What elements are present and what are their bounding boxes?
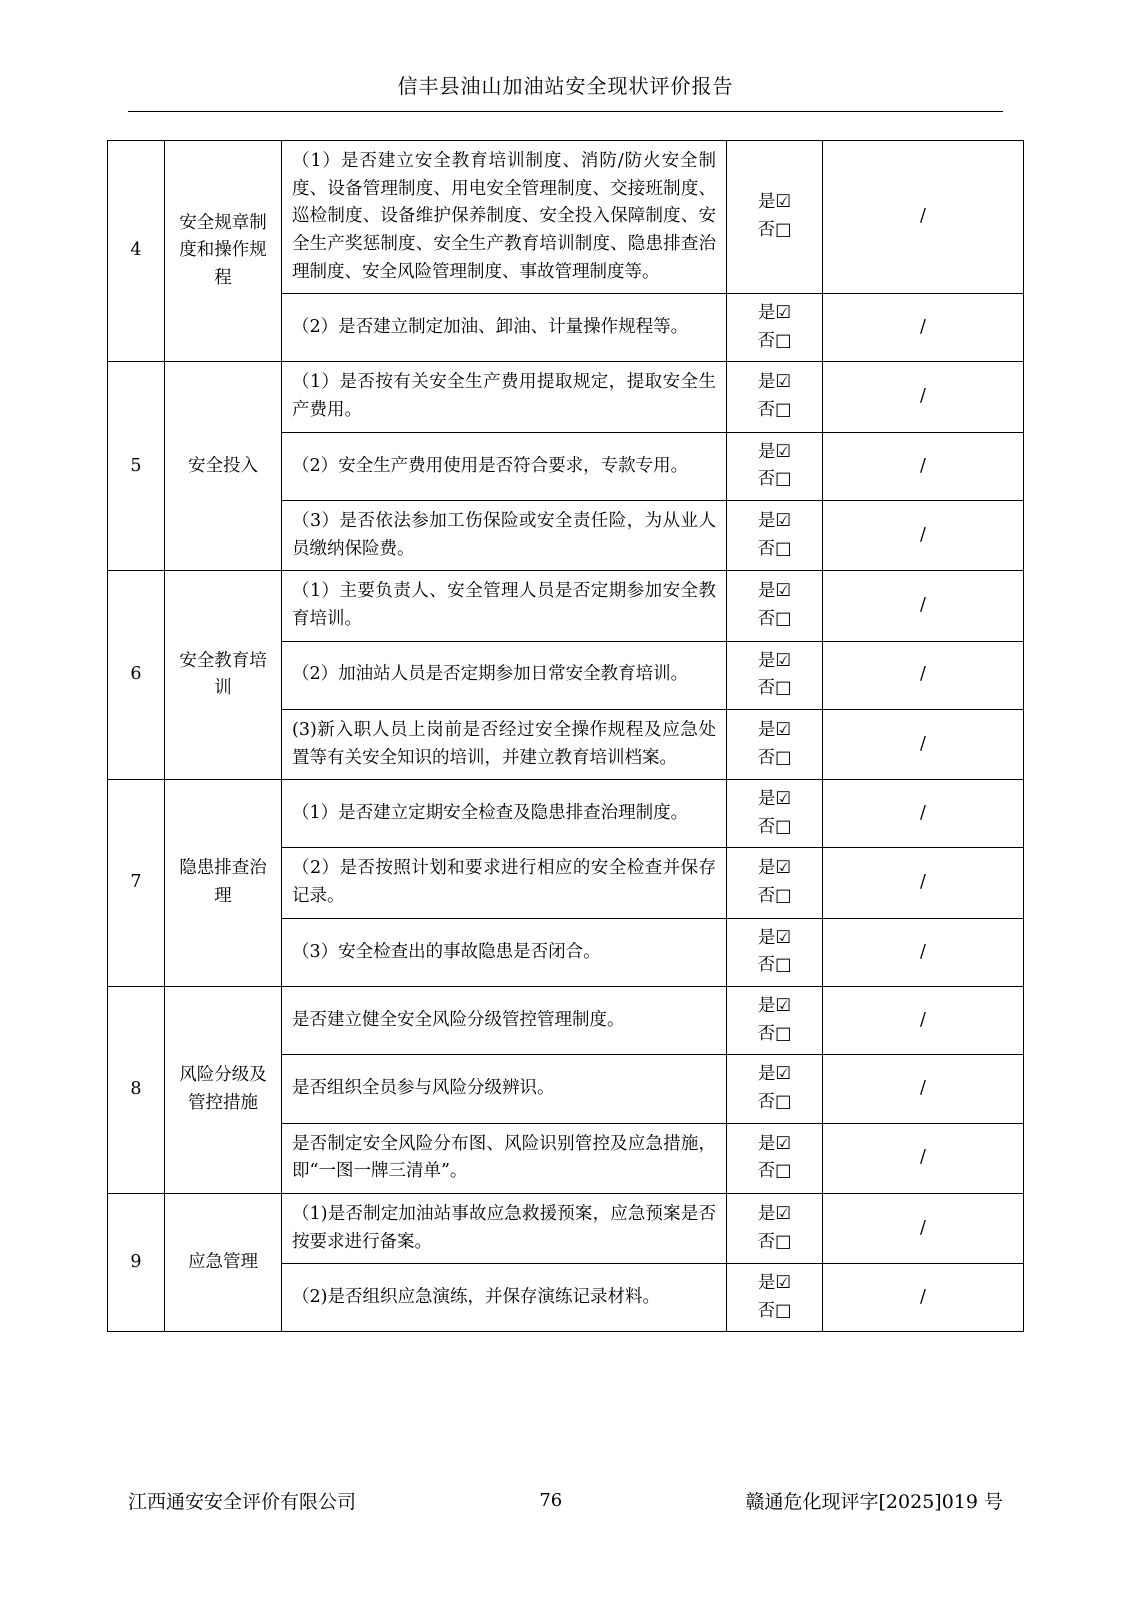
checkbox-yes[interactable]: 是☑: [757, 1273, 792, 1294]
row-number: 9: [108, 1193, 165, 1332]
row-number: 8: [108, 987, 165, 1194]
row-note: /: [823, 918, 1024, 986]
row-item-text: （1）是否建立安全教育培训制度、消防/防火安全制度、设备管理制度、用电安全管理制度、交接班制度、巡检制度、设备维护保养制度、安全投入保障制度、安全生产奖惩制度、安全生产教育培训制度、隐患排查治理制度、安全风险管理制度、事故管理制度等。: [282, 141, 727, 294]
row-number: 5: [108, 362, 165, 571]
checkbox-yes[interactable]: 是☑: [757, 372, 792, 393]
checkbox-no[interactable]: 否□: [757, 1091, 792, 1112]
row-note: /: [823, 987, 1024, 1055]
page-header-title: 信丰县油山加油站安全现状评价报告: [397, 74, 734, 98]
table-row: [108, 571, 1024, 641]
row-item-text: 是否组织全员参与风险分级辨识。: [282, 1055, 727, 1123]
row-item-text: 是否制定安全风险分布图、风险识别管控及应急措施，即“一图一牌三清单”。: [282, 1123, 727, 1193]
row-check-cell[interactable]: [727, 571, 823, 641]
row-category: 隐患排查治理: [165, 780, 282, 987]
checkbox-no[interactable]: 否□: [757, 400, 792, 421]
row-item-text: 是否建立健全安全风险分级管控管理制度。: [282, 987, 727, 1055]
checkbox-yes[interactable]: 是☑: [757, 511, 792, 532]
checkbox-yes[interactable]: 是☑: [757, 996, 792, 1017]
checkbox-no[interactable]: 否□: [757, 886, 792, 907]
row-category: 风险分级及管控措施: [165, 987, 282, 1194]
checkbox-yes[interactable]: 是☑: [757, 858, 792, 879]
header-divider: [128, 111, 1003, 112]
row-check-cell[interactable]: [727, 918, 823, 986]
row-item-text: （3）是否依法参加工伤保险或安全责任险，为从业人员缴纳保险费。: [282, 501, 727, 571]
row-category: 安全教育培训: [165, 571, 282, 780]
row-number: 7: [108, 780, 165, 987]
table-row: [108, 362, 1024, 432]
row-item-text: （2）安全生产费用使用是否符合要求，专款专用。: [282, 432, 727, 500]
checkbox-no[interactable]: 否□: [757, 469, 792, 490]
row-check-cell[interactable]: [727, 501, 823, 571]
checkbox-no[interactable]: 否□: [757, 220, 792, 241]
row-number: 6: [108, 571, 165, 780]
row-note: /: [823, 501, 1024, 571]
row-item-text: （2）是否按照计划和要求进行相应的安全检查并保存记录。: [282, 848, 727, 918]
checkbox-yes[interactable]: 是☑: [757, 303, 792, 324]
row-note: /: [823, 362, 1024, 432]
row-note: /: [823, 1193, 1024, 1263]
checkbox-no[interactable]: 否□: [757, 330, 792, 351]
row-item-text: （2）是否建立制定加油、卸油、计量操作规程等。: [282, 294, 727, 362]
row-check-cell[interactable]: [727, 709, 823, 779]
row-check-cell[interactable]: [727, 780, 823, 848]
row-number: 4: [108, 141, 165, 362]
row-note: /: [823, 1055, 1024, 1123]
row-note: /: [823, 294, 1024, 362]
row-item-text: (3)新入职人员上岗前是否经过安全操作规程及应急处置等有关安全知识的培训，并建立教育培训档案。: [282, 709, 727, 779]
checkbox-no[interactable]: 否□: [757, 538, 792, 559]
row-note: /: [823, 432, 1024, 500]
page-footer: [128, 1487, 1003, 1514]
row-item-text: （1）是否按有关安全生产费用提取规定，提取安全生产费用。: [282, 362, 727, 432]
table-row: [108, 141, 1024, 294]
checkbox-no[interactable]: 否□: [757, 678, 792, 699]
row-item-text: （2）加油站人员是否定期参加日常安全教育培训。: [282, 641, 727, 709]
checkbox-yes[interactable]: 是☑: [757, 1203, 792, 1224]
checkbox-yes[interactable]: 是☑: [757, 192, 792, 213]
row-note: /: [823, 848, 1024, 918]
row-category: 应急管理: [165, 1193, 282, 1332]
table-row: [108, 780, 1024, 848]
row-check-cell[interactable]: [727, 1123, 823, 1193]
checkbox-yes[interactable]: 是☑: [757, 650, 792, 671]
row-category: 安全规章制度和操作规程: [165, 141, 282, 362]
row-note: /: [823, 1264, 1024, 1332]
row-check-cell[interactable]: [727, 1264, 823, 1332]
checklist-table: [107, 140, 1024, 1332]
row-check-cell[interactable]: [727, 1055, 823, 1123]
checkbox-no[interactable]: 否□: [757, 955, 792, 976]
checkbox-no[interactable]: 否□: [757, 816, 792, 837]
row-check-cell[interactable]: [727, 1193, 823, 1263]
row-note: /: [823, 780, 1024, 848]
checkbox-yes[interactable]: 是☑: [757, 719, 792, 740]
row-check-cell[interactable]: [727, 294, 823, 362]
footer-document-number: 赣通危化现评字[2025]019 号: [745, 1491, 1003, 1513]
row-check-cell[interactable]: [727, 987, 823, 1055]
checkbox-yes[interactable]: 是☑: [757, 581, 792, 602]
footer-page-number: 76: [539, 1490, 563, 1511]
row-note: /: [823, 709, 1024, 779]
checkbox-no[interactable]: 否□: [757, 1300, 792, 1321]
checkbox-no[interactable]: 否□: [757, 1161, 792, 1182]
row-note: /: [823, 141, 1024, 294]
row-item-text: （2)是否组织应急演练，并保存演练记录材料。: [282, 1264, 727, 1332]
row-item-text: （1）是否建立定期安全检查及隐患排查治理制度。: [282, 780, 727, 848]
checklist-table-body: [108, 141, 1024, 1332]
checkbox-yes[interactable]: 是☑: [757, 1133, 792, 1154]
checkbox-yes[interactable]: 是☑: [757, 441, 792, 462]
row-check-cell[interactable]: [727, 432, 823, 500]
row-item-text: （1）主要负责人、安全管理人员是否定期参加安全教育培训。: [282, 571, 727, 641]
footer-company: 江西通安安全评价有限公司: [128, 1491, 357, 1513]
row-check-cell[interactable]: [727, 641, 823, 709]
checkbox-no[interactable]: 否□: [757, 1023, 792, 1044]
row-check-cell[interactable]: [727, 362, 823, 432]
checkbox-yes[interactable]: 是☑: [757, 789, 792, 810]
row-check-cell[interactable]: [727, 141, 823, 294]
row-item-text: （1)是否制定加油站事故应急救援预案，应急预案是否按要求进行备案。: [282, 1193, 727, 1263]
checkbox-no[interactable]: 否□: [757, 608, 792, 629]
table-row: [108, 1193, 1024, 1263]
row-category: 安全投入: [165, 362, 282, 571]
table-row: [108, 987, 1024, 1055]
row-note: /: [823, 571, 1024, 641]
checkbox-no[interactable]: 否□: [757, 1231, 792, 1252]
row-note: /: [823, 1123, 1024, 1193]
row-check-cell[interactable]: [727, 848, 823, 918]
checkbox-yes[interactable]: 是☑: [757, 927, 792, 948]
row-note: /: [823, 641, 1024, 709]
checkbox-no[interactable]: 否□: [757, 747, 792, 768]
row-item-text: （3）安全检查出的事故隐患是否闭合。: [282, 918, 727, 986]
checkbox-yes[interactable]: 是☑: [757, 1064, 792, 1085]
